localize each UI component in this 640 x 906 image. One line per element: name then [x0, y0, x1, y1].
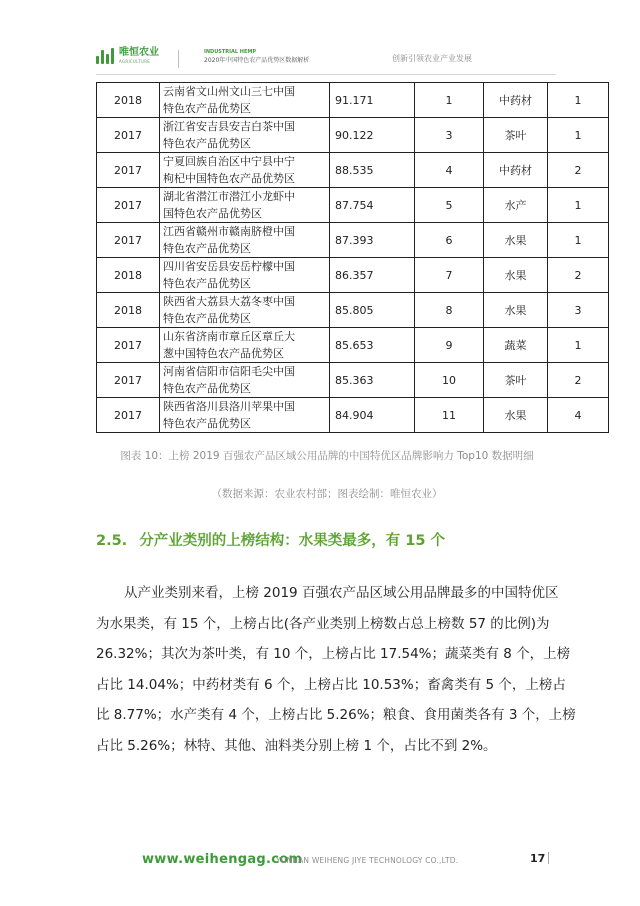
cell-count: 4 [548, 398, 609, 433]
cell-score: 85.363 [330, 363, 415, 398]
zone-name-line-1: 浙江省安吉县安吉白茶中国 [163, 120, 295, 133]
figure-caption: 图表 10：上榜 2019 百强农产品区域公用品牌的中国特优区品牌影响力 Top10 数据明细 [120, 450, 534, 462]
logo-subtitle: AGRICULTURE [119, 59, 151, 64]
logo-mark-icon [96, 48, 116, 64]
cell-zone-name [160, 328, 330, 363]
cell-zone-name [160, 188, 330, 223]
body-paragraph [96, 578, 576, 761]
cell-category: 水果 [484, 398, 548, 433]
zone-name-line-1: 云南省文山州文山三七中国 [163, 85, 295, 98]
cell-score: 90.122 [330, 118, 415, 153]
cell-year: 2017 [97, 153, 160, 188]
cell-rank: 3 [415, 118, 484, 153]
zone-name-line-2: 葱中国特色农产品优势区 [163, 347, 284, 360]
table-body [97, 83, 609, 433]
cell-zone-name [160, 223, 330, 258]
cell-zone-name [160, 153, 330, 188]
paragraph-line: 26.32%；其次为茶叶类，有 10 个，上榜占比 17.54%；蔬菜类有 8 个，上榜 [96, 646, 571, 662]
zone-name-line-2: 国特色农产品优势区 [163, 207, 262, 220]
cell-zone-name [160, 83, 330, 118]
cell-rank: 10 [415, 363, 484, 398]
table-row [97, 153, 609, 188]
page-header [96, 44, 556, 74]
zone-name-line-2: 特色农产品优势区 [163, 382, 251, 395]
section-title: 分产业类别的上榜结构：水果类最多，有 15 个 [139, 533, 445, 549]
paragraph-line: 为水果类，有 15 个，上榜占比(各产业类别上榜数占总上榜数 57 的比例)为 [96, 615, 550, 632]
cell-rank: 8 [415, 293, 484, 328]
zone-name-line-1: 山东省济南市章丘区章丘大 [163, 330, 295, 343]
zone-name-line-1: 四川省安岳县安岳柠檬中国 [163, 260, 295, 273]
figure-source: （数据来源：农业农村部；图表绘制：唯恒农业） [211, 488, 443, 500]
zone-name-line-2: 特色农产品优势区 [163, 137, 251, 150]
cell-rank: 9 [415, 328, 484, 363]
zone-name-line-2: 特色农产品优势区 [163, 242, 251, 255]
cell-rank: 6 [415, 223, 484, 258]
cell-score: 87.393 [330, 223, 415, 258]
cell-category: 水果 [484, 223, 548, 258]
table-row [97, 223, 609, 258]
zone-name-line-2: 特色农产品优势区 [163, 312, 251, 325]
zone-name-line-1: 江西省赣州市赣南脐橙中国 [163, 225, 295, 238]
cell-zone-name [160, 118, 330, 153]
cell-score: 84.904 [330, 398, 415, 433]
table-row [97, 398, 609, 433]
cell-score: 86.357 [330, 258, 415, 293]
zone-name-line-1: 陕西省大荔县大荔冬枣中国 [163, 295, 295, 308]
cell-count: 1 [548, 223, 609, 258]
cell-category: 中药材 [484, 83, 548, 118]
table-row [97, 363, 609, 398]
header-report-title [204, 50, 309, 64]
cell-count: 1 [548, 83, 609, 118]
cell-count: 2 [548, 363, 609, 398]
footer-website-link[interactable]: www.weihengag.com [142, 852, 303, 867]
table-row [97, 328, 609, 363]
zone-name-line-2: 特色农产品优势区 [163, 102, 251, 115]
cell-score: 85.805 [330, 293, 415, 328]
cell-count: 2 [548, 258, 609, 293]
paragraph-line: 比 8.77%；水产类有 4 个，上榜占比 5.26%；粮食、食用菌类各有 3 个，上榜 [96, 707, 576, 723]
cell-category: 水产 [484, 188, 548, 223]
page-number: 17 [530, 852, 546, 865]
zone-name-line-1: 宁夏回族自治区中宁县中宁 [163, 155, 295, 168]
paragraph-line: 从产业类别来看，上榜 2019 百强农产品区域公用品牌最多的中国特优区 [124, 585, 559, 601]
cell-category: 水果 [484, 293, 548, 328]
section-heading [96, 529, 445, 550]
cell-count: 3 [548, 293, 609, 328]
header-divider [178, 50, 179, 68]
cell-category: 水果 [484, 258, 548, 293]
cell-year: 2017 [97, 118, 160, 153]
cell-year: 2017 [97, 398, 160, 433]
cell-zone-name [160, 258, 330, 293]
cell-zone-name [160, 293, 330, 328]
zone-name-line-2: 枸杞中国特色农产品优势区 [163, 172, 295, 185]
table-row [97, 118, 609, 153]
cell-score: 85.653 [330, 328, 415, 363]
paragraph-line: 占比 14.04%；中药材类有 6 个，上榜占比 10.53%；畜禽类有 5 个，上榜占 [96, 676, 566, 693]
header-rule [96, 74, 556, 75]
cell-year: 2017 [97, 223, 160, 258]
cell-category: 茶叶 [484, 118, 548, 153]
zone-name-line-1: 河南省信阳市信阳毛尖中国 [163, 365, 295, 378]
cell-year: 2017 [97, 363, 160, 398]
cell-year: 2018 [97, 293, 160, 328]
table-row [97, 258, 609, 293]
zone-name-line-2: 特色农产品优势区 [163, 417, 251, 430]
brand-influence-table [96, 82, 609, 433]
cell-year: 2018 [97, 83, 160, 118]
cell-count: 2 [548, 153, 609, 188]
company-logo [96, 48, 159, 64]
cell-score: 87.754 [330, 188, 415, 223]
cell-rank: 11 [415, 398, 484, 433]
section-number: 2.5. [96, 533, 128, 549]
cell-count: 1 [548, 328, 609, 363]
zone-name-line-2: 特色农产品优势区 [163, 277, 251, 290]
cell-rank: 5 [415, 188, 484, 223]
table-row [97, 188, 609, 223]
cell-category: 蔬菜 [484, 328, 548, 363]
cell-rank: 7 [415, 258, 484, 293]
cell-year: 2017 [97, 328, 160, 363]
zone-name-line-1: 湖北省潜江市潜江小龙虾中 [163, 190, 295, 203]
cell-category: 茶叶 [484, 363, 548, 398]
header-slogan: 创新引领农业产业发展 [392, 54, 472, 63]
footer-company: YUNNAN WEIHENG JIYE TECHNOLOGY CO.,LTD. [276, 856, 459, 865]
zone-name-line-1: 陕西省洛川县洛川苹果中国 [163, 400, 295, 413]
header-report-cn: 2020年中国特色农产品优势区数据解析 [204, 56, 310, 64]
cell-zone-name [160, 363, 330, 398]
cell-rank: 1 [415, 83, 484, 118]
cell-count: 1 [548, 118, 609, 153]
cell-year: 2017 [97, 188, 160, 223]
cell-year: 2018 [97, 258, 160, 293]
cell-rank: 4 [415, 153, 484, 188]
cell-category: 中药材 [484, 153, 548, 188]
cell-count: 1 [548, 188, 609, 223]
header-report-en: INDUSTRIAL HEMP [204, 49, 257, 55]
logo-name: 唯恒农业 [119, 47, 159, 58]
table-row [97, 83, 609, 118]
footer-divider [548, 852, 549, 864]
cell-zone-name [160, 398, 330, 433]
cell-score: 88.535 [330, 153, 415, 188]
cell-score: 91.171 [330, 83, 415, 118]
paragraph-line: 占比 5.26%；林特、其他、油料类分别上榜 1 个，占比不到 2%。 [96, 737, 497, 754]
table-row [97, 293, 609, 328]
